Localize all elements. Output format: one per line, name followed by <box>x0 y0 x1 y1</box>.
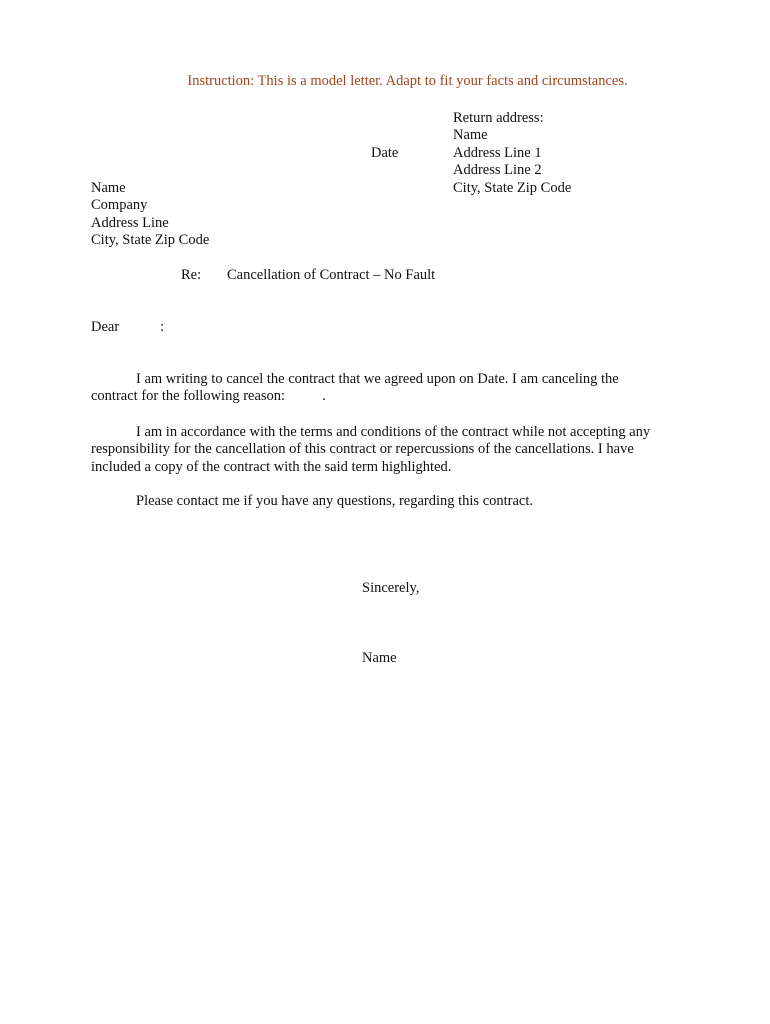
recipient-company: Company <box>91 197 148 214</box>
body-paragraph-3 <box>91 493 691 510</box>
sender-name: Name <box>453 127 488 144</box>
paragraph-2-line-3: included a copy of the contract with the said term highlighted. <box>91 458 452 475</box>
closing: Sincerely, <box>362 580 420 596</box>
body-paragraph-2 <box>91 424 691 476</box>
recipient-name: Name <box>91 180 126 196</box>
subject-label: Re: <box>181 267 202 283</box>
signature-name: Name <box>362 650 397 666</box>
paragraph-1-line-2-end: . <box>322 388 326 405</box>
paragraph-2-line-2: responsibility for the cancellation of this contract or repercussions of the cancellations. I have <box>91 441 634 458</box>
salutation <box>91 319 164 336</box>
paragraph-2-line-1: I am in accordance with the terms and conditions of the contract while not accepting any <box>136 424 651 440</box>
instruction-text: Instruction: This is a model letter. Adapt to fit your facts and circumstances. <box>187 73 628 89</box>
recipient-address-block <box>91 180 209 250</box>
paragraph-1-line-2-wrap <box>91 388 691 405</box>
sender-address-line-2: Address Line 2 <box>453 162 542 179</box>
sender-city-state-zip: City, State Zip Code <box>453 179 572 196</box>
paragraph-1-line-2: contract for the following reason: <box>91 388 286 405</box>
paragraph-3-line-1: Please contact me if you have any questions, regarding this contract. <box>136 493 534 509</box>
recipient-city-state-zip: City, State Zip Code <box>91 232 210 249</box>
instruction-note <box>0 73 770 90</box>
paragraph-1-line-1: I am writing to cancel the contract that we agreed upon on Date. I am canceling the <box>136 371 619 387</box>
return-address-heading: Return address: <box>453 110 544 126</box>
sender-address-line-1: Address Line 1 <box>453 144 542 161</box>
subject-text: Cancellation of Contract – No Fault <box>227 267 436 283</box>
recipient-address-line: Address Line <box>91 214 169 231</box>
letter-date: Date <box>371 145 399 161</box>
salutation-colon: : <box>160 319 165 335</box>
body-paragraph-1 <box>91 371 691 406</box>
salutation-greeting: Dear <box>91 319 120 335</box>
return-address-block <box>453 110 571 197</box>
